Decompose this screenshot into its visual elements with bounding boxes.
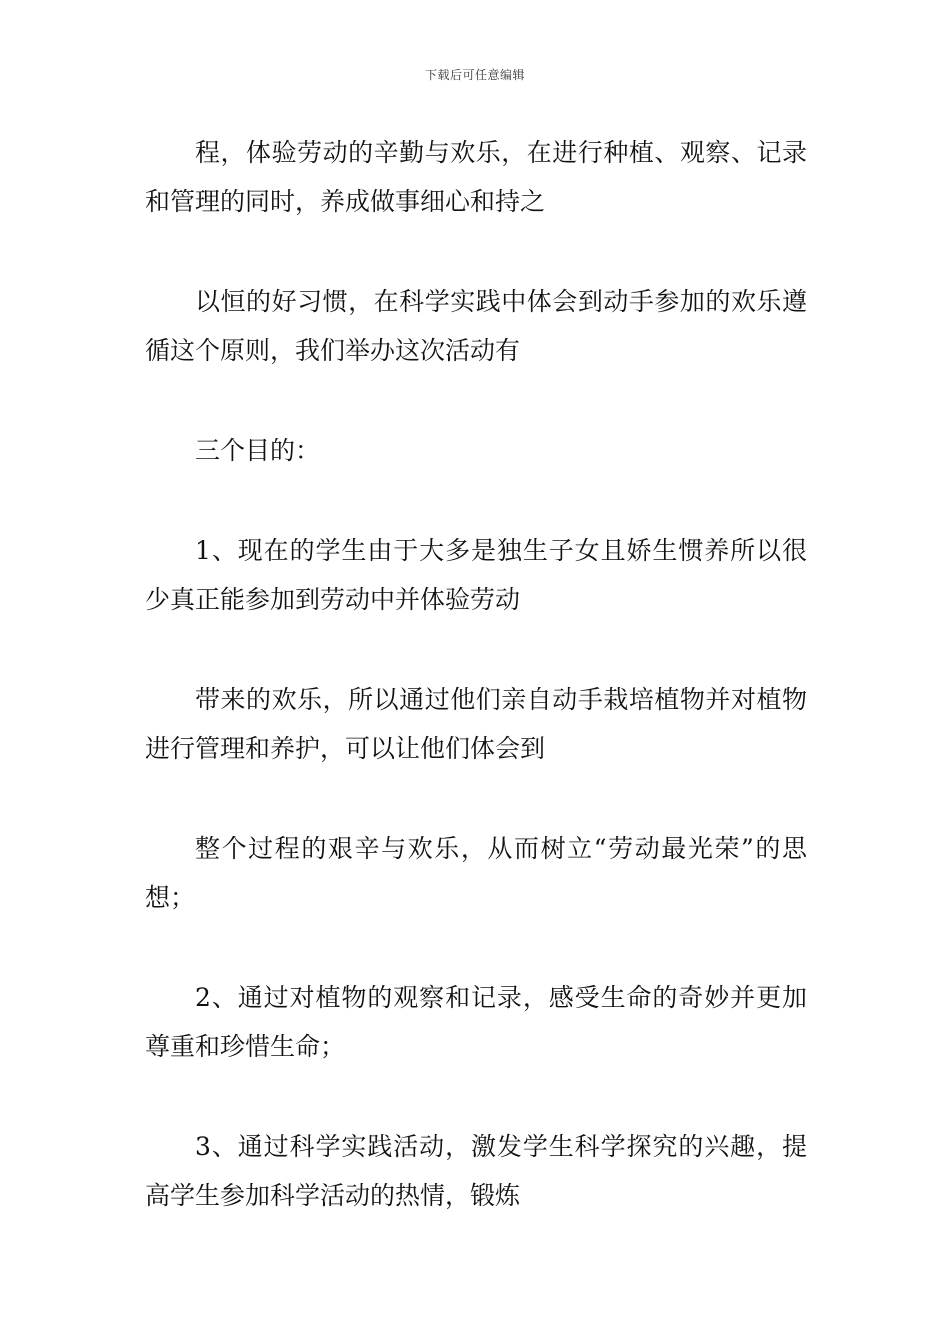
body-text	[145, 128, 807, 1271]
paragraph-3: 三个目的：	[195, 436, 321, 465]
paragraph-7: 2、通过对植物的观察和记录，感受生命的奇妙并更加尊重和珍惜生命；	[145, 983, 807, 1061]
paragraph-2: 以恒的好习惯，在科学实践中体会到动手参加的欢乐遵循这个原则，我们举办这次活动有	[145, 287, 807, 365]
paragraph-1: 程，体验劳动的辛勤与欢乐，在进行种植、观察、记录和管理的同时，养成做事细心和持之	[145, 138, 807, 216]
paragraph-6: 整个过程的艰辛与欢乐，从而树立“劳动最光荣”的思想；	[145, 834, 807, 912]
header-note: 下载后可任意编辑	[424, 68, 525, 82]
paragraph-5: 带来的欢乐，所以通过他们亲自动手栽培植物并对植物进行管理和养护，可以让他们体会到	[145, 685, 807, 763]
paragraph-4: 1、现在的学生由于大多是独生子女且娇生惯养所以很少真正能参加到劳动中并体验劳动	[145, 536, 807, 614]
paragraph-8: 3、通过科学实践活动，激发学生科学探究的兴趣，提高学生参加科学活动的热情，锻炼	[145, 1132, 807, 1210]
